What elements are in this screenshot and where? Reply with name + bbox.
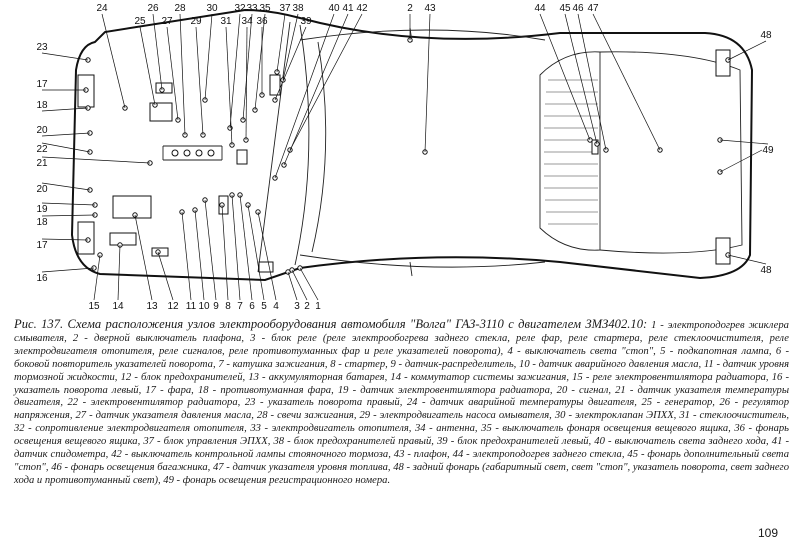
leader-bot-10-5 bbox=[195, 210, 204, 300]
leader-bot-7-8 bbox=[232, 195, 240, 300]
trunk-lid bbox=[600, 52, 742, 253]
callout-top-24-0: 24 bbox=[96, 3, 108, 14]
leader-bot-9-6 bbox=[205, 200, 216, 300]
leader-bot-6-9 bbox=[240, 195, 252, 300]
leader-bot-4-11 bbox=[258, 212, 276, 300]
callout-bot-6-9: 6 bbox=[249, 301, 255, 312]
leader-left-18-8 bbox=[42, 215, 95, 216]
leader-left-21-5 bbox=[42, 157, 150, 163]
leader-top-38-8 bbox=[283, 14, 298, 80]
caption-title: Рис. 137. Схема расположения узлов электрооборудования автомобиля "Волга" ГАЗ-3110 с двигателем ЗМЗ402.10: bbox=[14, 317, 648, 331]
spark-plugs bbox=[163, 146, 222, 160]
callout-left-16-10: 16 bbox=[36, 273, 48, 284]
leader-top-46-16 bbox=[578, 14, 606, 150]
caption-body: 1 - электроподогрев жиклера смывателя, 2 - дверной выключатель плафона, 3 - блок реле (реле электрообогрева заднего стекла, реле фар, реле стартера, реле стеклоочистителя, реле электродвигателя отопителя, реле сигналов, реле противотуманных фар и реле указателей поворота), 4 - выключатель света "стоп", 5 - подкапотная лампа, 6 - боковой повторитель указателей поворота, 7 - катушка зажигания, 8 - стартер, 9 - датчик-распределитель, 10 - датчик аварийного давления масла, 11 - датчик уровня тормозной жидкости, 12 - блок предохранителей, 13 - аккумуляторная батарея, 14 - коммутатор системы зажигания, 15 - реле электровентилятора радиатора, 16 - указатель поворота левый, 17 - фара, 18 - противотуманная фара, 19 - датчик электровентилятора радиатора, 20 - сигнал, 21 - датчик указателя температуры двигателя, 22 - электровентилятор радиатора, 23 - указатель поворота правый, 24 - датчик аварийной температуры двигателя, 25 - генератор, 26 - регулятор напряжения, 27 - датчик указателя давления масла, 28 - свечи зажигания, 29 - электродвигатель насоса омывателя, 30 - электроклапан ЭПХХ, 31 - стеклоочиститель, 32 - сопротивление электродвигателя отопителя, 33 - электродвигатель отопителя, 34 - антенна, 35 - выключатель фонаря освещения вещевого ящика, 36 - фонарь освещения вещевого ящика, 37 - блок управления ЭПХХ, 38 - блок предохранителей правый, 39 - блок предохранителей левый, 40 - выключатель света заднего хода, 41 - датчик спидометра, 42 - выключатель контрольной лампы стояночного тормоза, 43 - плафон, 44 - электроподогрев заднего стекла, 45 - фонарь дополнительный света "стоп", 46 - фонарь освещения багажника, 47 - датчик указателя уровня топлива, 48 - задний фонарь (габаритный свет, свет "стоп", указатель поворота, свет заднего хода и противотуманный свет), 49 - фонарь освещения регистрационного номера. bbox=[14, 320, 789, 486]
page-number: 109 bbox=[757, 526, 778, 540]
callout-bot-13-2: 13 bbox=[146, 301, 158, 312]
leader-bot-13-2 bbox=[135, 215, 152, 300]
callout-sec-25-0: 25 bbox=[134, 16, 146, 27]
leader-bot-1-14 bbox=[300, 268, 318, 300]
callout-left-20-3: 20 bbox=[36, 125, 48, 136]
rear-window-frame bbox=[540, 52, 600, 250]
component-battery bbox=[113, 196, 151, 218]
leader-right-48-bottom bbox=[728, 255, 766, 264]
leader-top-33-5 bbox=[243, 14, 252, 120]
callout-left-17-9: 17 bbox=[36, 240, 48, 251]
callout-sec-34-4: 34 bbox=[241, 16, 253, 27]
door-line-bottom bbox=[410, 262, 412, 276]
callout-sec-39-6: 39 bbox=[300, 16, 312, 27]
callout-top-47-17: 47 bbox=[587, 3, 599, 14]
car-body-outline bbox=[72, 10, 752, 280]
callout-top-32-4: 32 bbox=[234, 3, 246, 14]
callout-bot-3-12: 3 bbox=[294, 301, 300, 312]
leader-right-49 bbox=[720, 140, 768, 144]
callout-left-20-6: 20 bbox=[36, 184, 48, 195]
callout-sec-27-1: 27 bbox=[161, 16, 173, 27]
callout-bot-10-5: 10 bbox=[198, 301, 210, 312]
leader-left-20-3 bbox=[42, 133, 90, 136]
callout-top-45-15: 45 bbox=[559, 3, 571, 14]
leader-bot-11-4 bbox=[182, 212, 191, 300]
leader-lines bbox=[42, 14, 768, 300]
callout-top-33-5: 33 bbox=[246, 3, 258, 14]
leader-bot-2-13 bbox=[292, 270, 307, 300]
leader-left-18-2 bbox=[42, 108, 88, 111]
callout-bot-8-7: 8 bbox=[225, 301, 231, 312]
callout-left-23-0: 23 bbox=[36, 42, 48, 53]
leader-bot-14-1 bbox=[118, 245, 120, 300]
callout-bot-11-4: 11 bbox=[185, 301, 197, 312]
leader-left-20-6 bbox=[42, 183, 90, 190]
callout-top-44-14: 44 bbox=[534, 3, 546, 14]
callout-top-35-6: 35 bbox=[259, 3, 271, 14]
callout-sec-31-3: 31 bbox=[220, 16, 232, 27]
component-wiper bbox=[237, 150, 247, 164]
callout-bot-2-13: 2 bbox=[304, 301, 310, 312]
callout-left-22-4: 22 bbox=[36, 144, 48, 155]
component-ignition-module bbox=[110, 233, 136, 245]
component-headlamp-left bbox=[78, 222, 94, 254]
callout-top-41-10: 41 bbox=[342, 3, 354, 14]
leader-bot-8-7 bbox=[222, 205, 228, 300]
callout-top-38-8: 38 bbox=[292, 3, 304, 14]
callout-bot-9-6: 9 bbox=[213, 301, 219, 312]
leader-top-30-3 bbox=[205, 14, 212, 100]
leader-sec-29-2 bbox=[196, 27, 203, 135]
callout-top-43-13: 43 bbox=[424, 3, 436, 14]
windshield-inner bbox=[312, 42, 326, 252]
callout-sec-36-5: 36 bbox=[256, 16, 268, 27]
rear-window-heater-grid bbox=[544, 80, 598, 224]
leader-top-32-4 bbox=[230, 14, 240, 128]
callout-bot-5-10: 5 bbox=[261, 301, 267, 312]
leader-top-37-7 bbox=[277, 14, 285, 72]
callout-right-49: 49 bbox=[762, 145, 774, 156]
callout-top-30-3: 30 bbox=[206, 3, 218, 14]
callout-bot-4-11: 4 bbox=[273, 301, 279, 312]
leader-left-22-4 bbox=[42, 143, 90, 152]
callout-top-2-12: 2 bbox=[407, 3, 413, 14]
leader-top-43-13 bbox=[425, 14, 430, 152]
callout-top-37-7: 37 bbox=[279, 3, 291, 14]
component-relay-block bbox=[259, 262, 273, 272]
leader-top-47-17 bbox=[593, 14, 660, 150]
component-markers bbox=[84, 38, 730, 274]
callout-top-28-2: 28 bbox=[174, 3, 186, 14]
callout-top-40-9: 40 bbox=[328, 3, 340, 14]
callout-bot-12-3: 12 bbox=[167, 301, 179, 312]
callout-right-48-bottom: 48 bbox=[760, 265, 772, 276]
callout-left-18-2: 18 bbox=[36, 100, 48, 111]
callout-top-26-1: 26 bbox=[147, 3, 159, 14]
leader-top-24-0 bbox=[102, 14, 125, 108]
callout-top-42-11: 42 bbox=[356, 3, 368, 14]
callout-bot-15-0: 15 bbox=[88, 301, 100, 312]
component-rear-lamp-top bbox=[716, 50, 730, 76]
callout-top-46-16: 46 bbox=[572, 3, 584, 14]
windshield bbox=[295, 25, 309, 265]
leader-top-28-2 bbox=[180, 14, 185, 135]
callout-bot-1-14: 1 bbox=[315, 301, 321, 312]
callout-left-19-7: 19 bbox=[36, 204, 48, 215]
leader-left-16-10 bbox=[42, 268, 94, 272]
leader-sec-34-4 bbox=[246, 27, 247, 140]
leader-bot-15-0 bbox=[94, 255, 100, 300]
leader-sec-39-6 bbox=[275, 27, 306, 100]
callout-left-18-8: 18 bbox=[36, 217, 48, 228]
callout-left-21-5: 21 bbox=[36, 158, 48, 169]
callout-right-48-top: 48 bbox=[760, 30, 772, 41]
callout-bot-7-8: 7 bbox=[237, 301, 243, 312]
callout-sec-29-2: 29 bbox=[190, 16, 202, 27]
figure-caption bbox=[14, 318, 789, 488]
component-rear-lamp-bottom bbox=[716, 238, 730, 264]
leader-bot-3-12 bbox=[288, 272, 297, 300]
callout-bot-14-1: 14 bbox=[112, 301, 124, 312]
leader-left-19-7 bbox=[42, 203, 95, 205]
leader-top-41-10 bbox=[284, 14, 348, 165]
leader-sec-25-0 bbox=[140, 27, 155, 105]
callout-left-17-1: 17 bbox=[36, 79, 48, 90]
